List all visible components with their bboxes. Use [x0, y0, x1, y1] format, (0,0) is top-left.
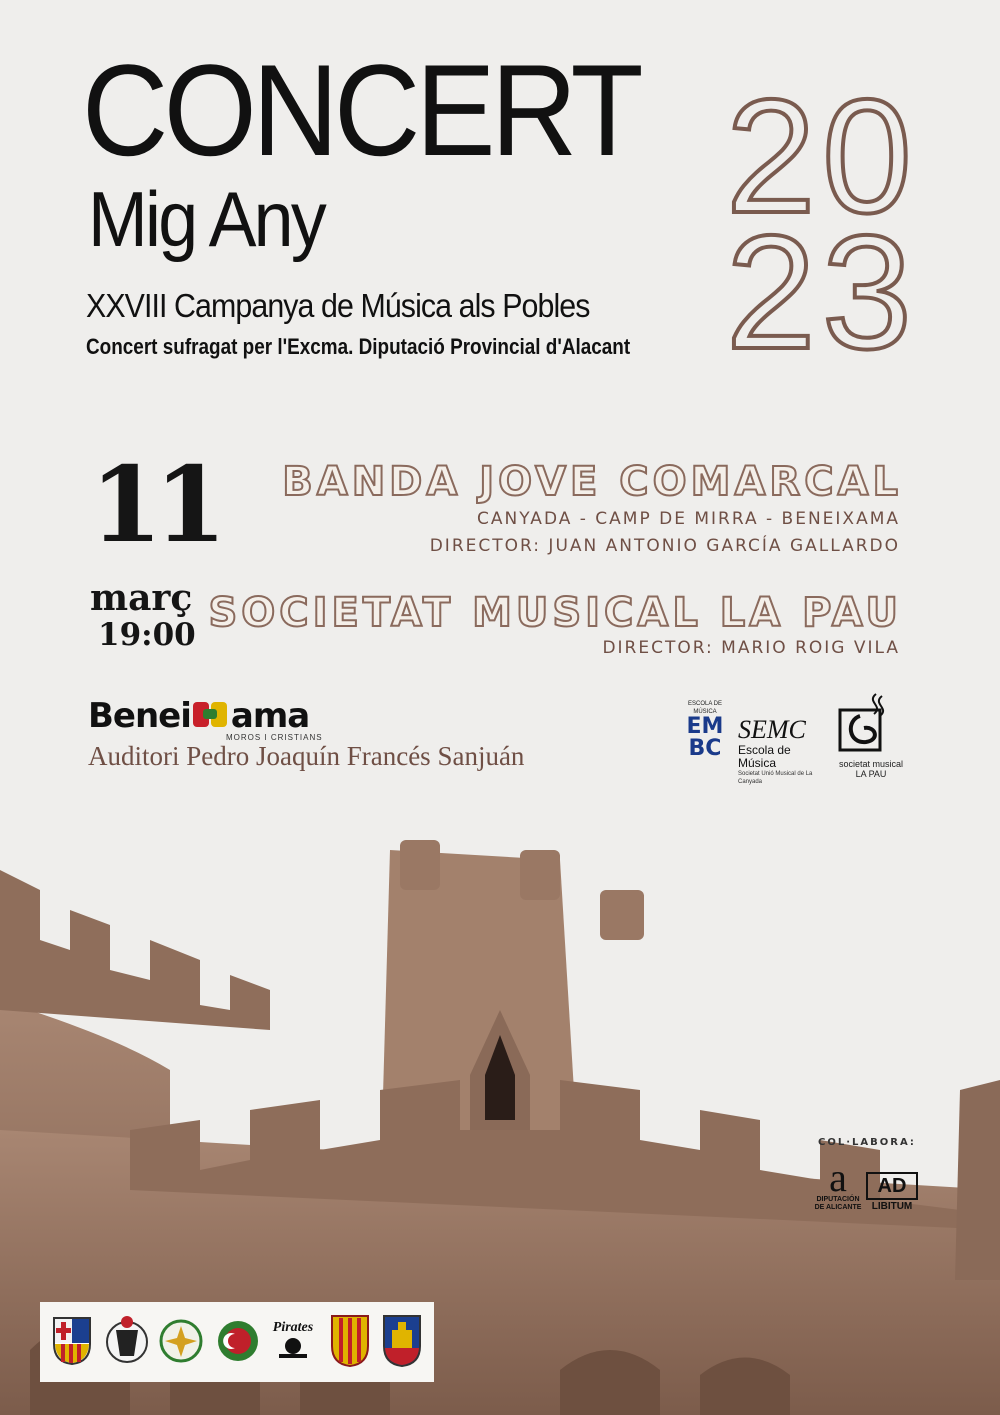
concert-month: març: [90, 577, 193, 619]
la-pau-name: societat musical: [838, 759, 904, 769]
campaign-title: XXVIII Campanya de Música als Pobles: [86, 287, 590, 324]
title-mig-any: Mig Any: [88, 175, 324, 263]
crest-pirates: [270, 1320, 316, 1366]
diputacion-text-2: DE ALICANTE: [814, 1204, 862, 1211]
ad-libitum-text: LIBITUM: [871, 1201, 913, 1212]
embc-top-text: ESCOLA DE MÚSICA: [687, 701, 722, 715]
diputacion-logo: [808, 1155, 868, 1220]
band-1-director: DIRECTOR: JUAN ANTONIO GARCÍA GALLARDO: [429, 536, 900, 556]
concert-day: 11: [90, 443, 219, 566]
la-pau-sub: LA PAU: [855, 769, 887, 779]
title-concert: CONCERT: [82, 37, 639, 183]
ad-box: AD: [866, 1172, 918, 1200]
crest-comparsa-3-icon: [216, 1319, 260, 1363]
pirates-text: Pirates: [272, 1320, 314, 1335]
crest-shield-icon: [52, 1316, 92, 1366]
semc-mark: SEMC: [738, 715, 806, 744]
crest-comparsa-2-icon: [158, 1318, 204, 1364]
year-bottom: 23: [725, 202, 918, 383]
venue: Auditori Pedro Joaquín Francés Sanjuán: [88, 741, 525, 771]
embc-letters-2: BC: [688, 736, 722, 761]
colabora-label: COL·LABORA:: [818, 1137, 916, 1148]
embc-letters-1: EM: [686, 714, 724, 739]
town-tagline: MOROS I CRISTIANS: [226, 733, 323, 742]
sponsor-line: Concert sufragat per l'Excma. Diputació Provincial d'Alacant: [86, 334, 631, 359]
semc-logo: [738, 715, 828, 785]
embc-logo: [680, 700, 730, 770]
ad-libitum-logo: [866, 1172, 918, 1218]
town-prefix: Benei: [88, 696, 191, 736]
year-top: 20: [725, 66, 918, 247]
diputacion-text-1: DIPUTACIÓN: [816, 1196, 860, 1203]
band-2-director: DIRECTOR: MARIO ROIG VILA: [602, 638, 900, 658]
crest-castle-icon: [382, 1314, 422, 1368]
town-xi-icon: [191, 699, 231, 729]
band-1-name: BANDA JOVE COMARCAL: [282, 459, 902, 505]
la-pau-emblem-icon: [836, 692, 906, 754]
town-logo: [88, 696, 309, 736]
diputacion-a-icon: a: [829, 1155, 847, 1200]
band-1-towns: CANYADA - CAMP DE MIRRA - BENEIXAMA: [477, 509, 900, 529]
crest-stripes-icon: [330, 1314, 370, 1368]
semc-sub: Societat Unió Musical de La Canyada: [738, 771, 813, 785]
crests-strip: [40, 1302, 434, 1382]
crest-comparsa-1-icon: [104, 1312, 150, 1368]
town-suffix: ama: [230, 696, 310, 736]
semc-name: Escola de Música: [738, 743, 791, 770]
pirates-skull-icon: [273, 1336, 313, 1362]
la-pau-logo: [836, 692, 906, 782]
band-2-name: SOCIETAT MUSICAL LA PAU: [208, 590, 902, 636]
concert-time: 19:00: [98, 617, 196, 653]
